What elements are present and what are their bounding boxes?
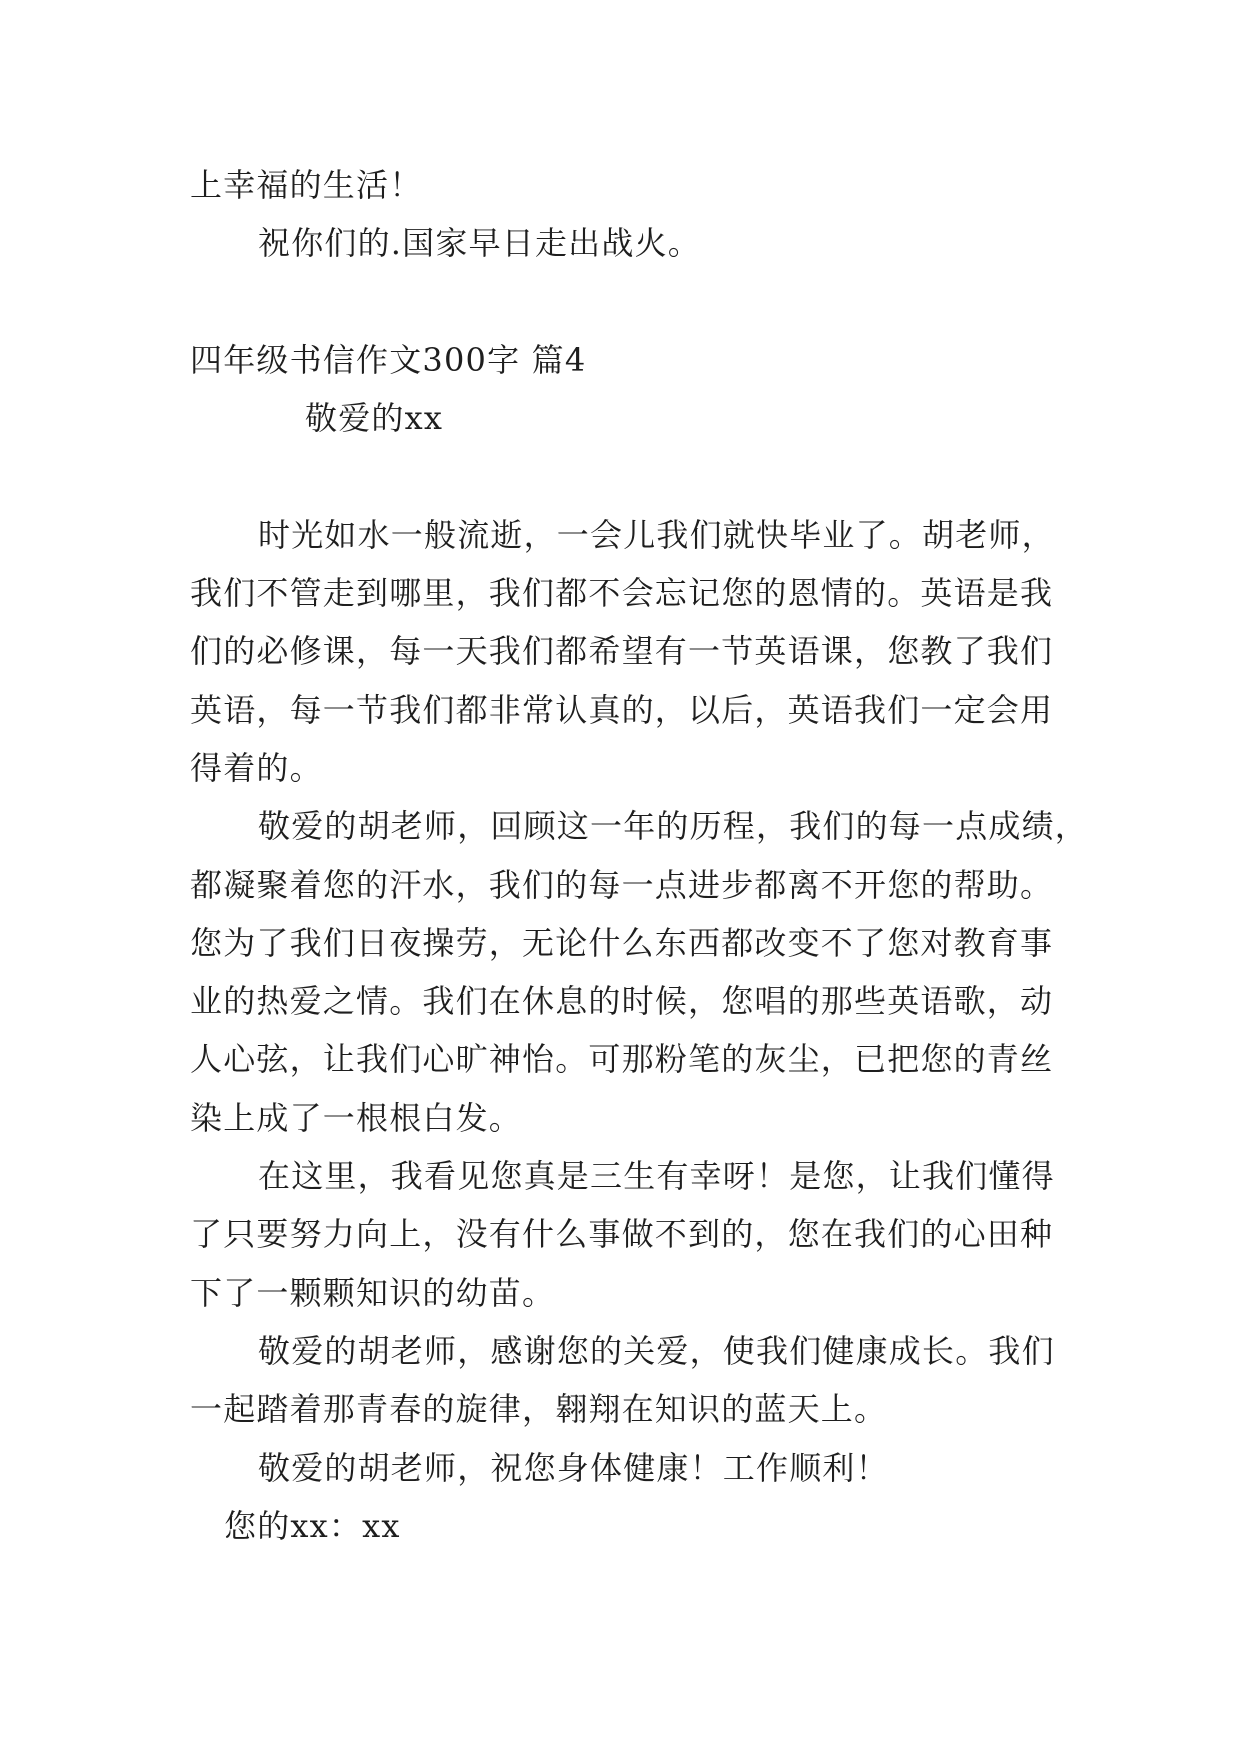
text-line: 们的必修课，每一天我们都希望有一节英语课，您教了我们 bbox=[190, 632, 1054, 671]
text-line: 在这里，我看见您真是三生有幸呀！是您，让我们懂得 bbox=[258, 1157, 1055, 1196]
blank-line bbox=[190, 447, 1090, 505]
text-line: 业的热爱之情。我们在休息的时候，您唱的那些英语歌，动 bbox=[190, 982, 1054, 1021]
letter-text bbox=[190, 156, 1090, 1555]
text-line: 人心弦，让我们心旷神怡。可那粉笔的灰尘，已把您的青丝 bbox=[190, 1040, 1054, 1079]
text-line: 上幸福的生活！ bbox=[190, 166, 423, 204]
text-line: 得着的。 bbox=[190, 748, 323, 787]
text-line: 都凝聚着您的汗水，我们的每一点进步都离不开您的帮助。 bbox=[190, 865, 1054, 904]
text-line: 敬爱的胡老师，感谢您的关爱，使我们健康成长。我们 bbox=[258, 1331, 1055, 1370]
text-line: 染上成了一根根白发。 bbox=[190, 1098, 523, 1137]
salutation: 敬爱的xx bbox=[305, 399, 444, 438]
text-line: 敬爱的胡老师，祝您身体健康！工作顺利！ bbox=[258, 1448, 889, 1487]
blank-line bbox=[190, 273, 1090, 331]
signature: 您的xx：xx bbox=[224, 1506, 401, 1545]
section-title: 四年级书信作文300字 篇4 bbox=[190, 340, 587, 379]
text-line: 您为了我们日夜操劳，无论什么东西都改变不了您对教育事 bbox=[190, 923, 1054, 962]
text-line: 下了一颗颗知识的幼苗。 bbox=[190, 1273, 556, 1312]
text-line: 敬爱的胡老师，回顾这一年的历程，我们的每一点成绩， bbox=[258, 807, 1089, 846]
text-line: 我们不管走到哪里，我们都不会忘记您的恩情的。英语是我 bbox=[190, 574, 1054, 613]
text-line: 了只要努力向上，没有什么事做不到的，您在我们的心田种 bbox=[190, 1215, 1054, 1254]
text-line: 英语，每一节我们都非常认真的，以后，英语我们一定会用 bbox=[190, 690, 1054, 729]
text-line: 时光如水一般流逝，一会儿我们就快毕业了。胡老师， bbox=[258, 515, 1055, 554]
text-line: 祝你们的.国家早日走出战火。 bbox=[258, 224, 701, 263]
text-line: 一起踏着那青春的旋律，翱翔在知识的蓝天上。 bbox=[190, 1390, 888, 1429]
